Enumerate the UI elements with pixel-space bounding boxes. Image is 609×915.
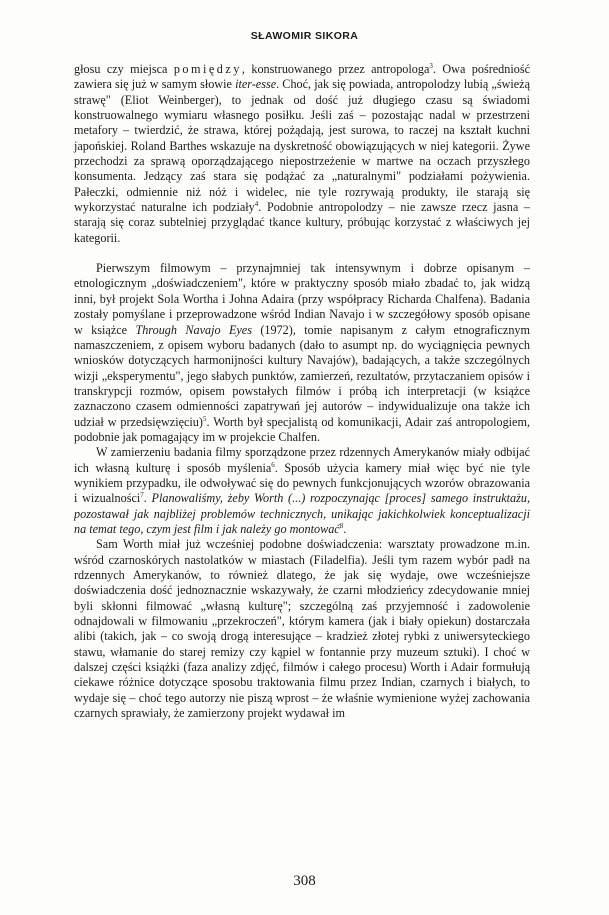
paragraph-1: głosu czy miejsca pomiędzy, konstruowanego przez antropologa$^3$. Owa pośredniość zawiera się już w samym słowie iter-esse. Choć, jak się powiada, antropolodzy lubią „świeżą strawę" (Eliot Weinberger), to jednak od dość już długiego czasu są świadomi konstruowalnego wymiaru własnego posiłku. Jeśli zaś – pozostając nadal w przestrzeni metafory – twierdzić, że strawa, której pożądają, jest surowa, to raczej na kształt kuchni japońskiej. Roland Barthes wskazuje na dyskretność obowiązujących w niej kategorii. Żywe przechodzi za sprawą oporządzającego niepostrzeżenie w martwe na oczach przyszłego konsumenta. Jedzący zaś stara się podążać za „naturalnymi" podziałami pożywienia. Pałeczki, odmiennie niż nóż i widelec, nie tyle rozrywają produkty, ile starają się wykorzystać naturalne ich podziały$^4$. Podobnie antropolodzy – nie zawsze rzecz jasna – starają się coraz subtelniej przyglądać tkance kultury, próbując korzystać z właściwych jej kategorii. (74, 62, 531, 245)
book-title: Through Navajo Eyes (135, 322, 252, 337)
footnote-ref: 4 (254, 200, 259, 209)
footnote-ref: 5 (202, 414, 207, 423)
footnote-ref: 6 (271, 460, 275, 469)
italic-quote: Planowaliśmy, żeby Worth (...) rozpoczynając [proces] samego instruktażu, pozostawał jak najbliżej problemów technicznych, unikając jakichkolwiek konceptualizacji na temat tego, czym jest film i jak należy go montować (74, 491, 530, 536)
italic-term: iter-esse (235, 77, 277, 92)
running-header: SŁAWOMIR SIKORA (250, 30, 359, 42)
footnote-ref: 8 (339, 521, 344, 530)
body-text (74, 62, 530, 721)
footnote-ref: 3 (429, 62, 433, 70)
paragraph-2: Pierwszym filmowym – przynajmniej tak intensywnym i dobrze opisanym – etnologicznym „doświadczeniem", które w praktyczny sposób miało zbadać to, jak widzą inni, był projekt Sola Wortha i Johna Adaira (przy współpracy Richarda Chalfena). Badania zostały pomyślane i przeprowadzone wśród Indian Navajo i w szczegółowy sposób opisane w książce Through Navajo Eyes (1972), tomie napisanym z całym etnograficznym namaszczeniem, z opisem wyboru badanych (dało to asumpt np. do wyciągnięcia pewnych wniosków dotyczących harmonijności kultury Navajów), badających, a także szczególnych wizji „eksperymentu", jego słabych punktów, zamierzeń, rezultatów, przytaczaniem opisów i transkrypcji rozmów, opisem powstałych filmów i próbą ich interpretacji (w książce zaznaczono czasem odmienności zapatrywań jej autorów – indywidualizuje ona także ich udział w przedsięwzięciu)$^5$. Worth był specjalistą od komunikacji, Adair zaś antropologiem, podobnie jak pomagający im w projekcie Chalfen. (74, 261, 531, 444)
emphasized-word: pomiędzy (173, 62, 242, 76)
paragraph-4: Sam Worth miał już wcześniej podobne doświadczenia: warsztaty prowadzone m.in. wśród czarnoskórych nastolatków w miastach (Filadelfia). Jeśli tym razem wybór padł na rdzennych Amerykanów, to również dlatego, że jak się wydaje, owe wcześniejsze doświadczenia dość jednoznacznie wskazywały, że czarni młodzieńcy zdecydowanie mniej byli skłonni filmować „własną kulturę"; szczególną zaś przyjemność i zadowolenie odnajdowali w filmowaniu „przekroczeń", którym kamera (jak i biały opiekun) dostarczała alibi (takich, jak – co swoją drogą interesujące – kradzież złotej rybki z uniwersyteckiego stawu, włamanie do starej remizy czy kąpiel w fontannie przy muzeum sztuki). I choć w dalszej części książki (faza analizy zdjęć, filmów i całego procesu) Worth i Adair formułują ciekawe różnice dotyczące sposobu traktowania filmu przez Indian, czarnych i białych, to wydaje się – choć tego autorzy nie piszą wprost – że właśnie wymienione wyżej zachowania czarnych sprawiały, że zamierzony projekt wydawał im (74, 537, 530, 721)
page-number: 308 (293, 873, 316, 889)
paragraph-3: W zamierzeniu badania filmy sporządzone przez rdzennych Amerykanów miały odbijać ich własną kulturę i sposób myślenia$^6$. Sposób użycia kamery miał więc być nie tyle wynikiem przypadku, ile odwoływać się do pewnych funkcjonujących wzorów obrazowania i wizualności$^7$. Planowaliśmy, żeby Worth (...) rozpoczynając [proces] samego instruktażu, pozostawał jak najbliżej problemów technicznych, unikając jakichkolwiek konceptualizacji na temat tego, czym jest film i jak należy go montować$^8$. (74, 445, 530, 536)
footnote-ref: 7 (140, 491, 144, 500)
